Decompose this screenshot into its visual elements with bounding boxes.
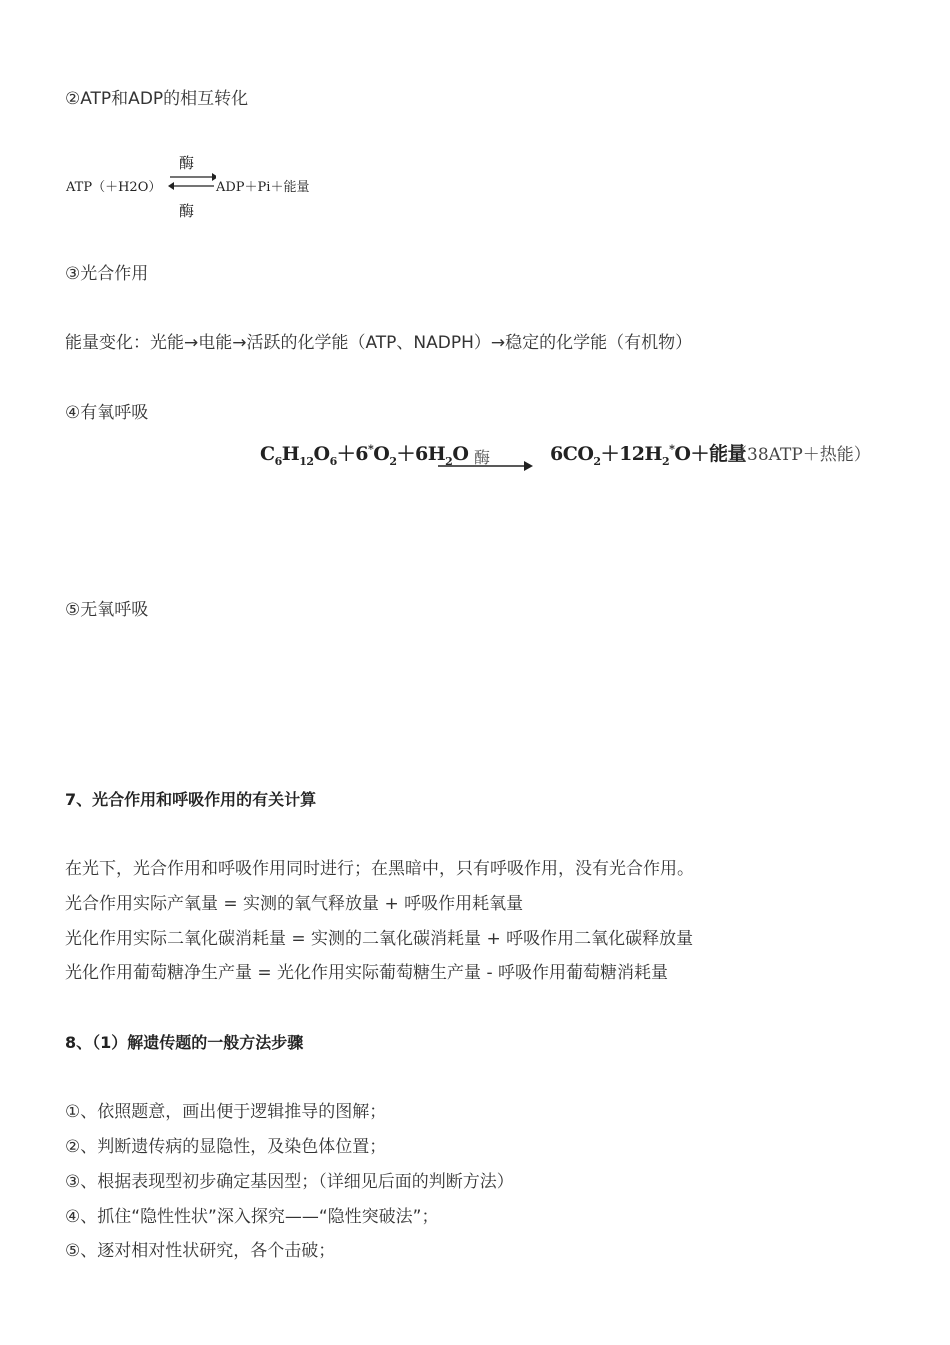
- equation-aerobic: [260, 435, 900, 479]
- enzyme-label-top: 酶: [179, 154, 195, 172]
- aerobic-energy-note: （38ATP＋热能）: [730, 445, 871, 465]
- section7-line: 在光下，光合作用和呼吸作用同时进行；在黑暗中，只有呼吸作用，没有光合作用。: [65, 859, 694, 879]
- equation-lhs: ATP（＋H2O）: [66, 180, 162, 195]
- section7-line: 光合作用实际产氧量 = 实测的氧气释放量 + 呼吸作用耗氧量: [65, 894, 524, 914]
- enzyme-label: 酶: [474, 448, 491, 467]
- reaction-arrow-icon: [438, 459, 534, 473]
- equation-atp-adp: [66, 150, 336, 222]
- section8-title: 8、（1）解遗传题的一般方法步骤: [65, 1033, 304, 1052]
- energy-change-text: 能量变化：光能→电能→活跃的化学能（ATP、NADPH）→稳定的化学能（有机物）: [65, 333, 693, 353]
- heading-photosynthesis: ③光合作用: [65, 264, 149, 284]
- equation-rhs: ADP＋Pi＋能量: [216, 180, 310, 195]
- section8-step: ④、抓住“隐性性状”深入探究——“隐性突破法”；: [65, 1207, 439, 1227]
- reversible-arrow-icon: [168, 170, 216, 200]
- aerobic-reactants: $C_6H_{12}O_6+6^*O_2+6H_2O$: [260, 442, 469, 468]
- heading-aerobic: ④有氧呼吸: [65, 403, 149, 423]
- section8-step: ⑤、逐对相对性状研究，各个击破；: [65, 1241, 336, 1261]
- section7-line: 光化作用葡萄糖净生产量 = 光化作用实际葡萄糖生产量 - 呼吸作用葡萄糖消耗量: [65, 963, 668, 983]
- heading-anaerobic: ⑤无氧呼吸: [65, 600, 149, 620]
- section8-step: ②、判断遗传病的显隐性，及染色体位置；: [65, 1137, 387, 1157]
- section8-step: ③、根据表现型初步确定基因型；（详细见后面的判断方法）: [65, 1172, 514, 1192]
- section7-line: 光化作用实际二氧化碳消耗量 = 实测的二氧化碳消耗量 + 呼吸作用二氧化碳释放量: [65, 929, 694, 949]
- aerobic-products: $6CO_2+12H_2^*O+$能量: [550, 442, 746, 468]
- section7-title: 7、光合作用和呼吸作用的有关计算: [65, 790, 317, 809]
- section8-step: ①、依照题意，画出便于逻辑推导的图解；: [65, 1102, 387, 1122]
- enzyme-label-bottom: 酶: [179, 202, 195, 220]
- heading-atp-adp: ②ATP和ADP的相互转化: [65, 89, 249, 109]
